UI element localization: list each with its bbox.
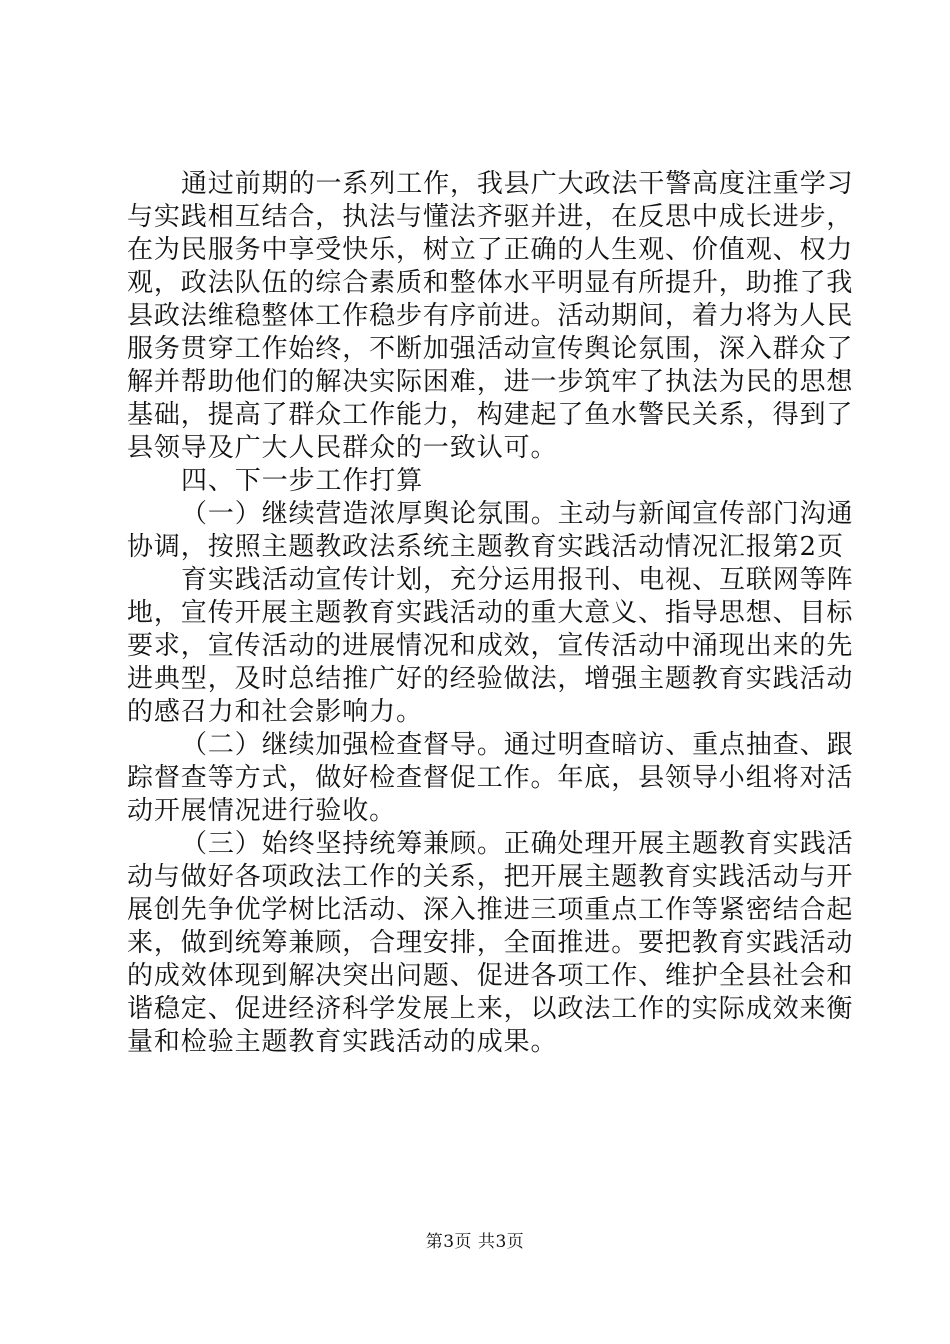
paragraph-line: 动与做好各项政法工作的关系，把开展主题教育实践活动与开: [127, 862, 854, 892]
page-footer: 第3页 共3页: [425, 1232, 525, 1252]
section-heading: 四、下一步工作打算: [181, 466, 424, 496]
paragraph-line: 量和检验主题教育实践活动的成果。: [127, 1027, 558, 1057]
paragraph-line: 来，做到统筹兼顾，合理安排，全面推进。要把教育实践活动: [127, 928, 854, 958]
paragraph-line: 进典型，及时总结推广好的经验做法，增强主题教育实践活动: [127, 664, 854, 694]
paragraph-line: 踪督查等方式，做好检查督促工作。年底，县领导小组将对活: [127, 763, 854, 793]
paragraph-line: 谐稳定、促进经济科学发展上来，以政法工作的实际成效来衡: [127, 994, 854, 1024]
paragraph-line: 动开展情况进行验收。: [127, 796, 397, 826]
paragraph-line: 通过前期的一系列工作，我县广大政法干警高度注重学习: [181, 169, 854, 199]
paragraph-line: 与实践相互结合，执法与懂法齐驱并进，在反思中成长进步，: [127, 202, 854, 232]
paragraph-line: 的成效体现到解决突出问题、促进各项工作、维护全县社会和: [127, 961, 854, 991]
paragraph-line: 协调，按照主题教政法系统主题教育实践活动情况汇报第2页: [127, 532, 844, 562]
paragraph-line: 基础，提高了群众工作能力，构建起了鱼水警民关系，得到了: [127, 400, 854, 430]
document-body: [127, 168, 854, 1059]
paragraph-line: 在为民服务中享受快乐，树立了正确的人生观、价值观、权力: [127, 235, 854, 265]
paragraph-line: 地，宣传开展主题教育实践活动的重大意义、指导思想、目标: [127, 598, 854, 628]
paragraph-line: （三）始终坚持统筹兼顾。正确处理开展主题教育实践活: [181, 829, 854, 859]
paragraph-line: 要求，宣传活动的进展情况和成效，宣传活动中涌现出来的先: [127, 631, 854, 661]
paragraph-line: （二）继续加强检查督导。通过明查暗访、重点抽查、跟: [181, 730, 854, 760]
paragraph-line: 解并帮助他们的解决实际困难，进一步筑牢了执法为民的思想: [127, 367, 854, 397]
paragraph-line: 育实践活动宣传计划，充分运用报刊、电视、互联网等阵: [181, 565, 854, 595]
paragraph-line: 县领导及广大人民群众的一致认可。: [127, 433, 558, 463]
paragraph-line: （一）继续营造浓厚舆论氛围。主动与新闻宣传部门沟通: [181, 499, 854, 529]
paragraph-line: 的感召力和社会影响力。: [127, 697, 423, 727]
paragraph-line: 县政法维稳整体工作稳步有序前进。活动期间，着力将为人民: [127, 301, 854, 331]
paragraph-line: 观，政法队伍的综合素质和整体水平明显有所提升，助推了我: [127, 268, 854, 298]
paragraph-line: 服务贯穿工作始终，不断加强活动宣传舆论氛围，深入群众了: [127, 334, 854, 364]
paragraph-line: 展创先争优学树比活动、深入推进三项重点工作等紧密结合起: [127, 895, 854, 925]
